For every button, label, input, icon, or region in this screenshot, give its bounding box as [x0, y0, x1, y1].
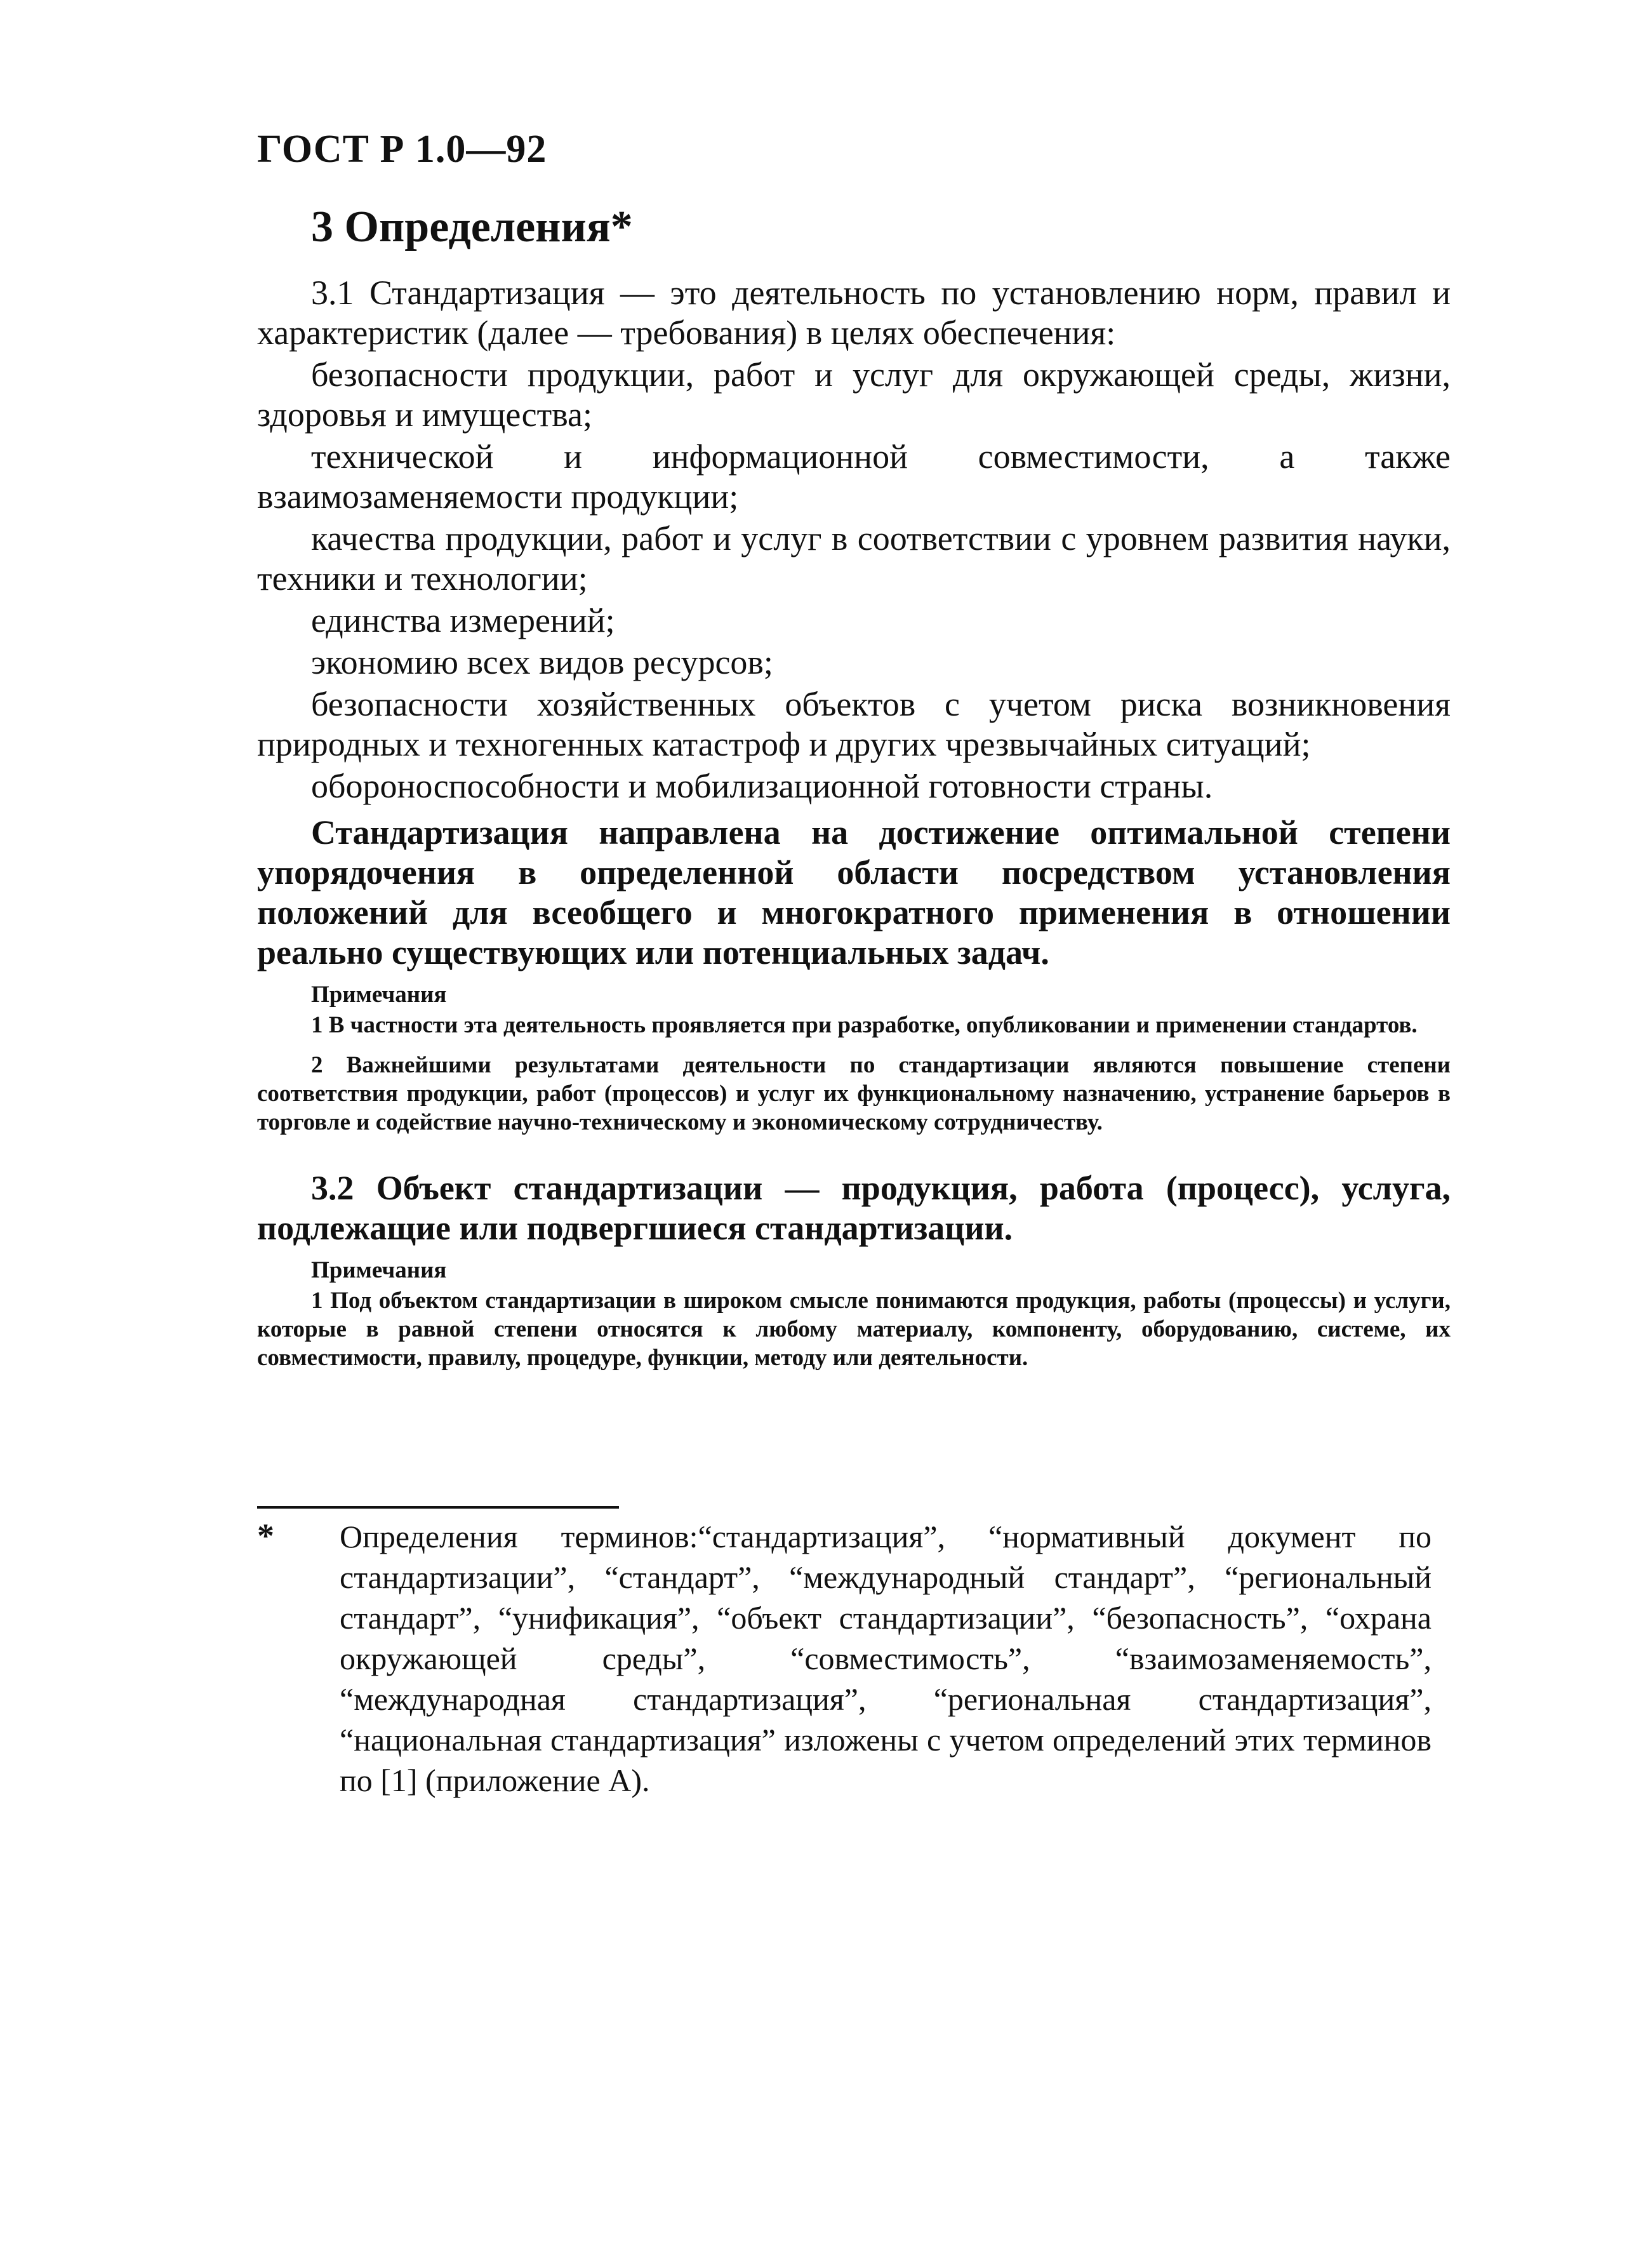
standardization-purpose: Стандартизация направлена на достижение оптимальной степени упорядочения в определенной области посредством установления положений для всеобщего и многократного применения в отношении реально существующих или потенциальных задач.	[257, 813, 1451, 971]
list-item-measurement-unity: единства измерений;	[311, 601, 615, 639]
document-code: ГОСТ Р 1.0—92	[257, 128, 547, 171]
definition-3-1: 3.1 Стандартизация — это деятельность по установлению норм, правил и характеристик (далее — требования) в целях обеспечения:	[257, 274, 1451, 352]
definition-3-2: 3.2 Объект стандартизации — продукция, работа (процесс), услуга, подлежащие или подвергшиеся стандартизации.	[257, 1169, 1451, 1247]
footnote-divider	[257, 1506, 619, 1509]
notes-heading-2: Примечания	[311, 1257, 447, 1283]
spacer	[257, 1148, 1451, 1162]
footnote-text: Определения терминов:“стандартизация”, “нормативный документ по стандартизации”, “стандарт”, “международный стандарт”, “региональный стандарт”, “унификация”, “объект стандартизации”, “безопасность”, “охрана окружающей среды”, “совместимость”, “взаимозаменяемость”, “международная стандартизация”, “региональная стандартизация”, “национальная стандартизация” изложены с учетом определений этих терминов по [1] (приложение А).	[340, 1519, 1432, 1798]
list-item-resource-economy: экономию всех видов ресурсов;	[311, 643, 773, 681]
note-2-1: 1 Под объектом стандартизации в широком смысле понимаются продукция, работы (процессы) и услуги, которые в равной степени относятся к любому материалу, компоненту, оборудованию, системе, их совместимости, правилу, процедуре, функции, методу или деятельности.	[257, 1288, 1451, 1371]
list-item-product-safety: безопасности продукции, работ и услуг для окружающей среды, жизни, здоровья и имущества;	[257, 356, 1451, 434]
list-item-compatibility: технической и информационной совместимости, а также взаимозаменяемости продукции;	[257, 437, 1451, 516]
footnote-asterisk: *	[257, 1517, 274, 1555]
section-body	[257, 273, 1451, 1384]
list-item-defense: обороноспособности и мобилизационной готовности страны.	[311, 767, 1213, 805]
notes-heading-1: Примечания	[311, 982, 447, 1008]
section-title: 3 Определения*	[311, 203, 633, 251]
note-1-2: 2 Важнейшими результатами деятельности по стандартизации являются повышение степени соответствия продукции, работ (процессов) и услуг их функциональному назначению, устранение барьеров в торговле и содействие научно-техническому и экономическому сотрудничеству.	[257, 1052, 1451, 1135]
list-item-quality: качества продукции, работ и услуг в соответствии с уровнем развития науки, техники и технологии;	[257, 519, 1451, 597]
list-item-facility-safety: безопасности хозяйственных объектов с учетом риска возникновения природных и техногенных катастроф и других чрезвычайных ситуаций;	[257, 685, 1451, 763]
note-1-1: 1 В частности эта деятельность проявляется при разработке, опубликовании и применении стандартов.	[311, 1012, 1418, 1038]
